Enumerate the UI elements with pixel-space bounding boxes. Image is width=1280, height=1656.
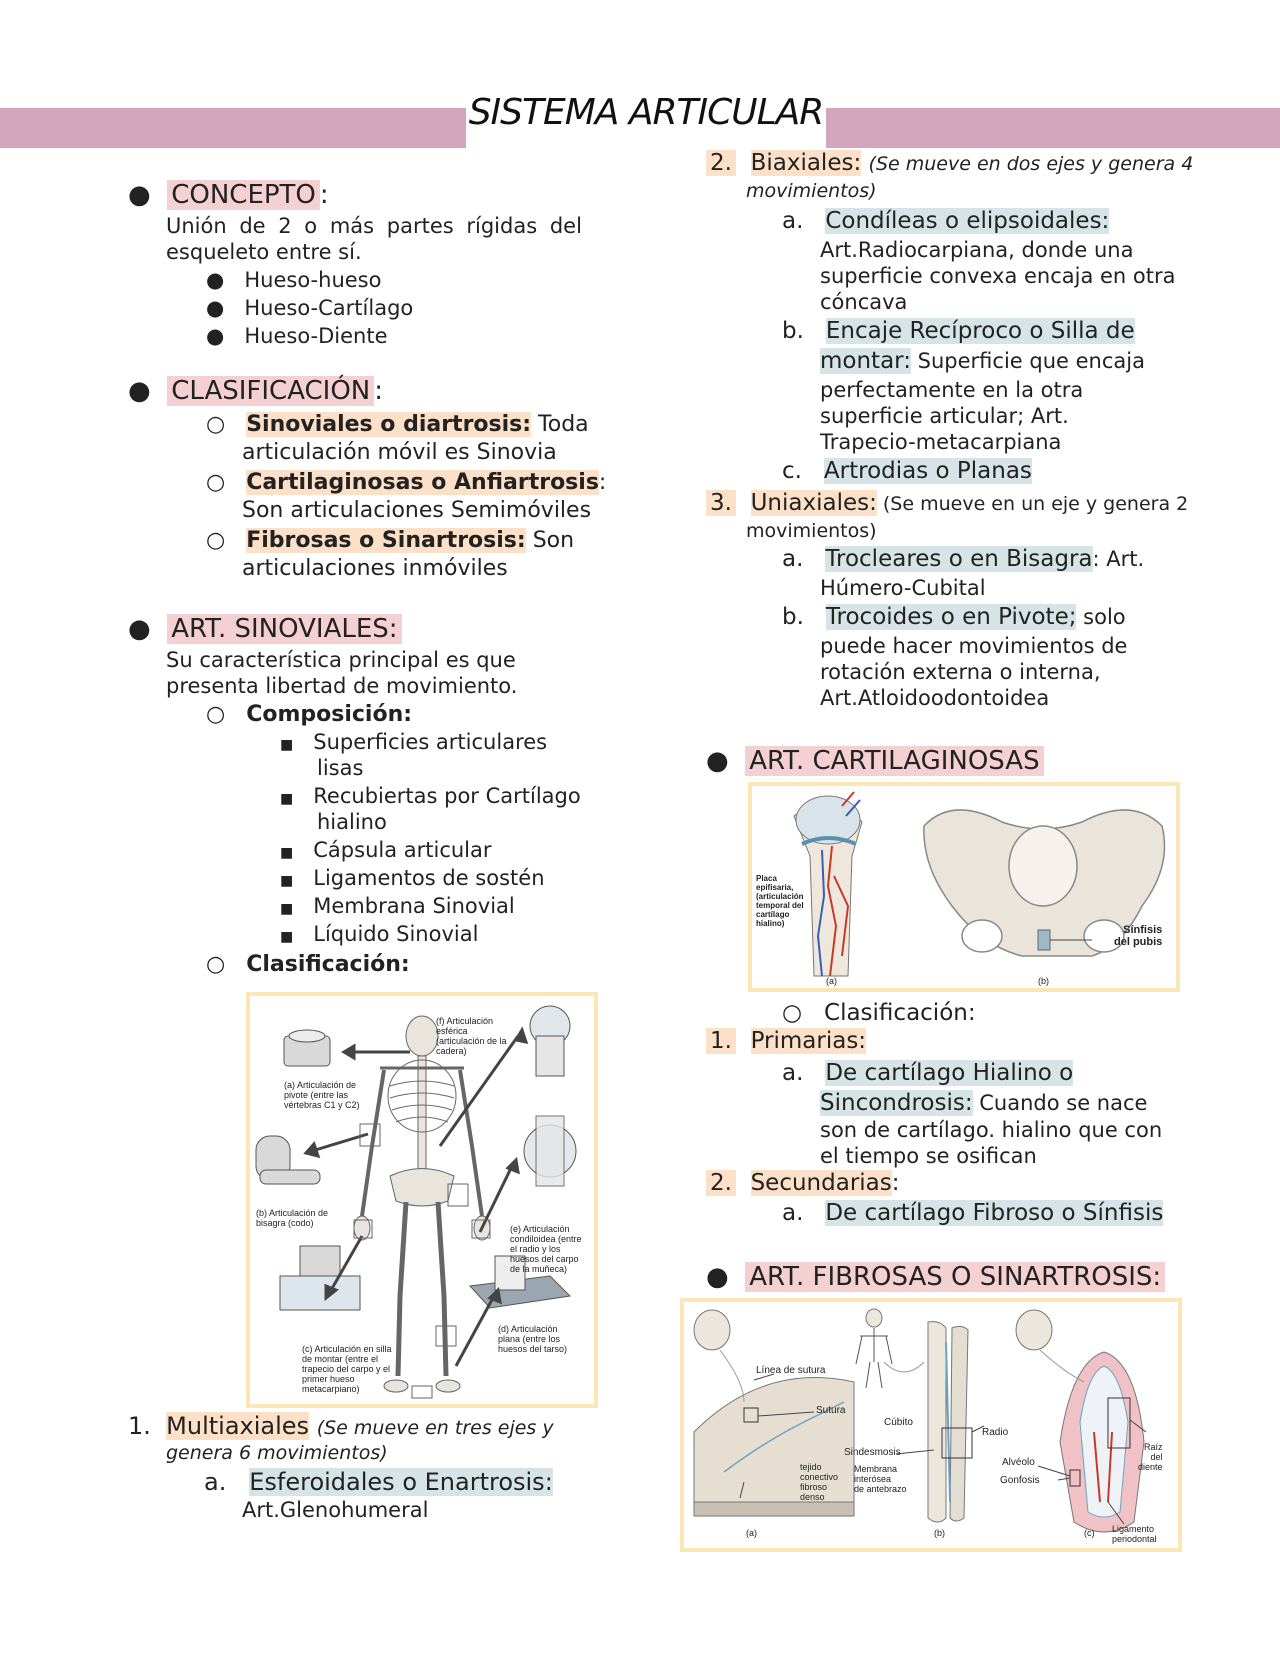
list-item-desc: articulación móvil es Sinovia xyxy=(242,440,557,465)
primarias-item: 1. Primarias: xyxy=(706,1028,866,1054)
clasificacion-sub-label: ○ Clasificación: xyxy=(206,952,410,977)
concepto-text-1: Unión de 2 o más partes rígidas del xyxy=(166,214,582,238)
square-bullet-icon: ■ xyxy=(280,901,294,917)
biaxiales-desc: movimientos) xyxy=(746,180,877,202)
list-item: ● Hueso-Diente xyxy=(206,324,388,348)
square-bullet-icon: ■ xyxy=(280,737,294,753)
list-item: ■ Cápsula articular xyxy=(280,838,492,862)
fibroso-item: a. De cartílago Fibroso o Sínfisis xyxy=(782,1200,1164,1226)
fig3-label-linea: Línea de sutura xyxy=(756,1365,826,1376)
fig1-label-b: (b) Articulación de bisagra (codo) xyxy=(256,1208,329,1228)
title-bar-right xyxy=(826,108,1280,148)
circle-bullet-icon: ○ xyxy=(206,412,226,437)
circle-bullet-icon: ○ xyxy=(206,952,226,977)
list-item: ■ Superficies articulares xyxy=(280,730,548,754)
square-bullet-icon: ■ xyxy=(280,845,294,861)
fig3-label-raiz: Raíz del diente xyxy=(1138,1442,1163,1472)
cart-clasificacion-label: ○ Clasificación: xyxy=(782,1000,976,1026)
fig2-label-placa: Placa epifisaria, (articulación temporal del cartílago hialino) xyxy=(756,874,804,928)
circle-bullet-icon: ○ xyxy=(206,528,226,553)
uniaxiales-desc: movimientos) xyxy=(746,520,877,542)
condileas-item: a. Condíleas o elipsoidales: xyxy=(782,208,1110,234)
fig3-label-radio: Radio xyxy=(982,1427,1009,1438)
condileas-desc: superficie convexa encaja en otra xyxy=(820,264,1176,288)
fig3-label-a: (a) xyxy=(746,1528,757,1538)
multiaxiales-desc: genera 6 movimientos) xyxy=(166,1442,388,1464)
fibrous-joints-figure xyxy=(680,1298,1182,1552)
bullet-icon: ● xyxy=(706,1262,729,1292)
fig3-label-b: (b) xyxy=(934,1528,945,1538)
fig1-label-d: (d) Articulación plana (entre los huesos del tarso) xyxy=(498,1324,568,1354)
fig3-label-alveolo: Alvéolo xyxy=(1002,1457,1035,1468)
composicion-label: ○ Composición: xyxy=(206,702,413,727)
encaje-item: b. Encaje Recíproco o Silla de xyxy=(782,318,1135,344)
bullet-icon: ● xyxy=(128,614,151,644)
fibrosas-heading: ● ART. FIBROSAS O SINARTROSIS: xyxy=(706,1262,1165,1292)
page-title: SISTEMA ARTICULAR xyxy=(468,92,824,133)
list-item: ● Hueso-hueso xyxy=(206,268,382,292)
fig3-label-ligamento: Ligamento periodontal xyxy=(1112,1524,1157,1544)
fig3-label-membrana: Membrana interósea de antebrazo xyxy=(854,1464,907,1494)
bullet-icon: ● xyxy=(128,180,151,210)
list-item: ● Hueso-Cartílago xyxy=(206,296,414,320)
fig2-label-b: (b) xyxy=(1038,976,1049,986)
trocoides-desc: rotación externa o interna, xyxy=(820,660,1101,684)
fig1-label-a: (a) Articulación de pivote (entre las vértebras C1 y C2) xyxy=(284,1080,360,1110)
trocoides-desc: puede hacer movimientos de xyxy=(820,634,1128,658)
list-item: ■ Membrana Sinovial xyxy=(280,894,515,918)
bone-pelvis-illustration xyxy=(752,786,1176,988)
condileas-desc: Art.Radiocarpiana, donde una xyxy=(820,238,1134,262)
bullet-icon: ● xyxy=(128,376,151,406)
concepto-text-2: esqueleto entre sí. xyxy=(166,240,362,264)
fig1-label-e: (e) Articulación condiloidea (entre el radio y los huesos del carpo de la muñeca) xyxy=(510,1224,582,1274)
fig2-label-sinfisis: Sínfisis del pubis xyxy=(1114,924,1163,948)
fig3-label-sutura: Sutura xyxy=(816,1405,846,1416)
clasificacion-heading: ● CLASIFICACIÓN : xyxy=(128,376,384,406)
list-item-desc: articulaciones inmóviles xyxy=(242,556,508,581)
secundarias-item: 2. Secundarias: xyxy=(706,1170,900,1196)
trocleares-item: a. Trocleares o en Bisagra: Art. xyxy=(782,546,1145,572)
hialino-desc: son de cartílago. hialino que con xyxy=(820,1118,1163,1142)
list-item: ○ Sinoviales o diartrosis: Toda xyxy=(206,412,589,437)
encaje-desc: superficie articular; Art. xyxy=(820,404,1069,428)
list-item-cont: hialino xyxy=(317,810,387,834)
hialino-item: a. De cartílago Hialino o xyxy=(782,1060,1074,1086)
circle-bullet-icon: ○ xyxy=(206,470,226,495)
fig3-label-sindesmosis: Sindesmosis xyxy=(844,1447,901,1458)
cartilaginosas-heading: ● ART. CARTILAGINOSAS xyxy=(706,746,1044,776)
esferoidales-desc: Art.Glenohumeral xyxy=(242,1498,429,1522)
bullet-icon: ● xyxy=(206,268,225,292)
list-item-cont: lisas xyxy=(317,756,364,780)
bullet-icon: ● xyxy=(706,746,729,776)
fig3-label-c: (c) xyxy=(1084,1528,1095,1538)
encaje-desc: Trapecio-metacarpiana xyxy=(820,430,1062,454)
biaxiales-item: 2. Biaxiales: (Se mueve en dos ejes y genera 4 xyxy=(706,150,1193,176)
circle-bullet-icon: ○ xyxy=(782,1000,803,1026)
trocoides-desc: Art.Atloidoodontoidea xyxy=(820,686,1050,710)
fig1-label-f: (f) Articulación esférica (articulación de la cadera) xyxy=(436,1016,507,1056)
bullet-icon: ● xyxy=(206,296,225,320)
encaje-desc: perfectamente en la otra xyxy=(820,378,1084,402)
list-item-desc: Son articulaciones Semimóviles xyxy=(242,498,592,523)
fig1-label-c: (c) Articulación en silla de montar (entre el trapecio del carpo y el primer hueso metacarpiano) xyxy=(302,1344,392,1394)
synovial-joints-figure xyxy=(246,992,598,1408)
cartilaginous-joints-figure xyxy=(748,782,1180,992)
list-item: ■ Recubiertas por Cartílago xyxy=(280,784,581,808)
fig2-label-a: (a) xyxy=(826,976,837,986)
sinoviales-text-1: Su característica principal es que xyxy=(166,648,516,672)
bullet-icon: ● xyxy=(206,324,225,348)
circle-bullet-icon: ○ xyxy=(206,702,226,727)
square-bullet-icon: ■ xyxy=(280,873,294,889)
uniaxiales-item: 3. Uniaxiales: (Se mueve en un eje y genera 2 xyxy=(706,490,1188,516)
sinoviales-heading: ● ART. SINOVIALES: xyxy=(128,614,402,644)
hialino-item-cont: Sincondrosis: Cuando se nace xyxy=(820,1090,1148,1116)
list-item: ○ Fibrosas o Sinartrosis: Son xyxy=(206,528,575,553)
trocleares-desc: Húmero-Cubital xyxy=(820,576,986,600)
fig3-label-tejido: tejido conectivo fibroso denso xyxy=(800,1462,839,1502)
trocoides-item: b. Trocoides o en Pivote; solo xyxy=(782,604,1126,630)
list-item: ○ Cartilaginosas o Anfiartrosis: xyxy=(206,470,607,495)
esferoidales-item: a. Esferoidales o Enartrosis: xyxy=(204,1468,553,1496)
sinoviales-text-2: presenta libertad de movimiento. xyxy=(166,674,518,698)
condileas-desc: cóncava xyxy=(820,290,908,314)
fig3-label-gonfosis: Gonfosis xyxy=(1000,1475,1040,1486)
concepto-heading: ● CONCEPTO : xyxy=(128,180,329,210)
title-bar-left xyxy=(0,108,466,148)
fig3-label-cubito: Cúbito xyxy=(884,1417,913,1428)
list-item: ■ Líquido Sinovial xyxy=(280,922,479,946)
square-bullet-icon: ■ xyxy=(280,929,294,945)
multiaxiales-item: 1. Multiaxiales (Se mueve en tres ejes y xyxy=(128,1412,554,1440)
artrodias-item: c. Artrodias o Planas xyxy=(782,458,1032,484)
encaje-item-cont: montar: Superficie que encaja xyxy=(820,348,1145,374)
fibrous-joints-illustration xyxy=(684,1302,1178,1548)
list-item: ■ Ligamentos de sostén xyxy=(280,866,545,890)
square-bullet-icon: ■ xyxy=(280,791,294,807)
concepto-label: CONCEPTO xyxy=(167,180,320,210)
hialino-desc: el tiempo se osifican xyxy=(820,1144,1037,1168)
